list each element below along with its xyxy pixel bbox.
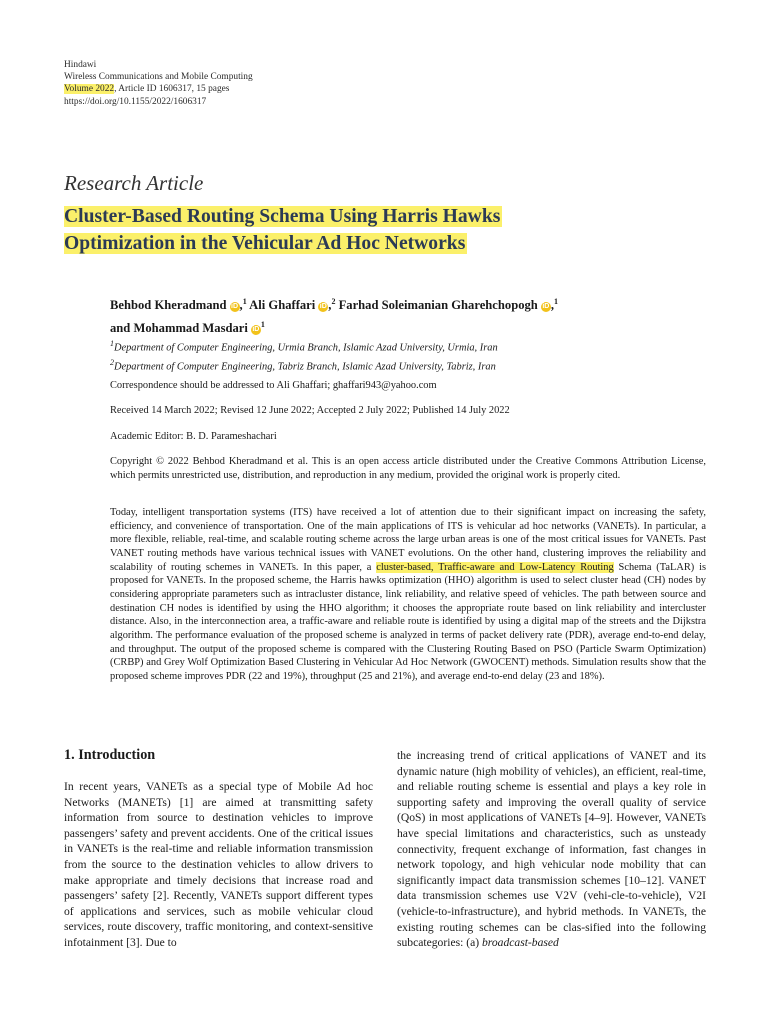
article-title: [64, 203, 724, 257]
section-heading: 1. Introduction: [64, 747, 156, 763]
article-type: Research Article: [64, 171, 204, 195]
article-id: , Article ID 1606317, 15 pages: [114, 84, 230, 95]
body-column-left: [64, 779, 373, 951]
author-name[interactable]: Farhad Soleimanian Gharehchopogh: [338, 298, 538, 313]
affiliation-mark: 1: [110, 339, 114, 348]
body-italic-term: broadcast-based: [481, 936, 559, 950]
orcid-icon[interactable]: iD: [542, 303, 550, 311]
affiliation-text: Department of Computer Engineering, Tabriz Branch, Islamic Azad University, Tabriz, Iran: [114, 361, 496, 373]
volume-highlight: Volume 2022: [64, 84, 115, 95]
academic-editor: Academic Editor: B. D. Parameshachari: [110, 431, 277, 442]
article-info: [64, 83, 253, 95]
author-affiliation-mark: 1: [260, 320, 265, 330]
author-affiliation-mark: 2: [331, 297, 336, 306]
publication-dates: Received 14 March 2022; Revised 12 June 2022; Accepted 2 July 2022; Published 14 July 2022: [110, 405, 510, 416]
abstract-text: Today, intelligent transportation systems (ITS) have received a lot of attention due to their significant impact on increasing the safety, efficiency, and convenience of transportation. One of the main applications of ITS is vehicular ad hoc networks (VANETs). In particular, a more flexible, reliable, real-time, and scalable routing scheme across the large urban areas is one of the most critical issues for VANETs. Past VANET routing methods have various technical issues with VANET evolutions. On the other hand, clustering improves the reliability and scalability of routing schemes in VANETs. In this paper, a: [110, 507, 706, 573]
body-paragraph: the increasing trend of critical applications of VANET and its dynamic nature (high mobility of vehicles), an efficient, real-time, and reliable routing scheme is essential and plays a key role in supporting safety and improving the overall quality of service (QoS) in most applications of VANETs [4–9]. However, VANETs have special limitations and characteristics, such as unsteady connectivity, frequent exchange of information, fast changes in network topology, and high vehicular node mobility that can significantly impact data transmission schemes [10–12]. VANET data transmission schemes use V2V (vehi-cle-to-vehicle), V2I (vehicle-to-infrastructure), and hybrid methods. In VANETs, the existing routing schemes can be clas-sified into the following subcategories: (a): [397, 749, 706, 950]
affiliation-line: [110, 356, 730, 375]
orcid-icon[interactable]: iD: [252, 326, 260, 334]
author-name[interactable]: Behbod Kheradmand: [110, 298, 227, 313]
copyright-notice: Copyright © 2022 Behbod Kheradmand et al. This is an open access article distributed under the Creative Commons Attribution License, which permits unrestricted use, distribution, and reproduction in any medium, provided the original work is properly cited.: [110, 456, 706, 481]
abstract: [110, 506, 706, 684]
author-list: Behbod Kheradmand iD ,$^1$ Ali Ghaffari iD ,$^2$ Farhad Soleimanian Gharehchopogh iD ,$^1$ and Mohammad Masdari $iD^1$: [110, 297, 558, 336]
body-column-right: [397, 748, 706, 951]
orcid-icon[interactable]: iD: [231, 303, 239, 311]
journal-header: [64, 59, 253, 108]
publisher-name: Hindawi: [64, 60, 97, 70]
doi-link[interactable]: https://doi.org/10.1155/2022/1606317: [64, 96, 207, 107]
author-connector: and: [110, 321, 131, 336]
title-line-1: Cluster-Based Routing Schema Using Harris Hawks: [64, 206, 501, 227]
author-name[interactable]: Ali Ghaffari: [249, 298, 316, 313]
journal-name: Wireless Communications and Mobile Computing: [64, 72, 253, 83]
affiliation-mark: 2: [110, 357, 114, 367]
author-affiliation-mark: 1: [553, 297, 558, 306]
title-line-2: Optimization in the Vehicular Ad Hoc Networks: [64, 233, 466, 254]
body-paragraph: In recent years, VANETs as a special type of Mobile Ad hoc Networks (MANETs) [1] are aimed at transmitting safety information from source to destination vehicles to improve passengers’ safety and prevent accidents. One of the critical issues in VANETs is the real-time and reliable information transmission from the source to the destination vehicles to allow drivers to make appropriate and timely decisions that increase road and passengers’ safety [2]. Recently, VANETs support different types of applications and services, such as mobile vehicular cloud services, route discovery, traffic monitoring, and context-sensitive infotainment [3]. Due to: [64, 780, 373, 949]
abstract-highlight: cluster-based, Traffic-aware and Low-Latency Routing: [376, 561, 614, 573]
author-affiliation-mark: 1: [242, 297, 247, 306]
author-name[interactable]: Mohammad Masdari: [133, 321, 248, 336]
orcid-icon[interactable]: iD: [319, 303, 327, 311]
affiliation-text: Department of Computer Engineering, Urmia Branch, Islamic Azad University, Urmia, Iran: [114, 342, 498, 354]
affiliations: [110, 337, 730, 375]
abstract-text: Schema (TaLAR) is proposed for VANETs. In the proposed scheme, the Harris hawks optimization (HHO) algorithm is used to select cluster head (CH) nodes by considering appropriate parameters such as intracluster distance, link reliability, and relative speed of vehicles. The path between source and destination CH nodes is identified by using the HHO algorithm; it chooses the appropriate route based on link reliability and intercluster distance. Also, in the interconnection area, a traffic-aware and reliable route is identified by using a digital map of the streets and the Dijkstra algorithm. The performance evaluation of the proposed scheme is analyzed in terms of packet delivery rate (PDR), average end-to-end delay, and throughput. The output of the proposed scheme is compared with the Clustering Routing Based on PSO (Particle Swarm Optimization) (CRBP) and Grey Wolf Optimization Based Clustering in Vehicular Ad Hoc Network (GWOCENT) methods. Simulation results show that the proposed scheme improves PDR (22 and 19%), throughput (25 and 21%), and average end-to-end delay (23 and 18%).: [110, 561, 707, 682]
affiliation-line: [110, 337, 730, 356]
correspondence: Correspondence should be addressed to Ali Ghaffari; ghaffari943@yahoo.com: [110, 380, 437, 391]
